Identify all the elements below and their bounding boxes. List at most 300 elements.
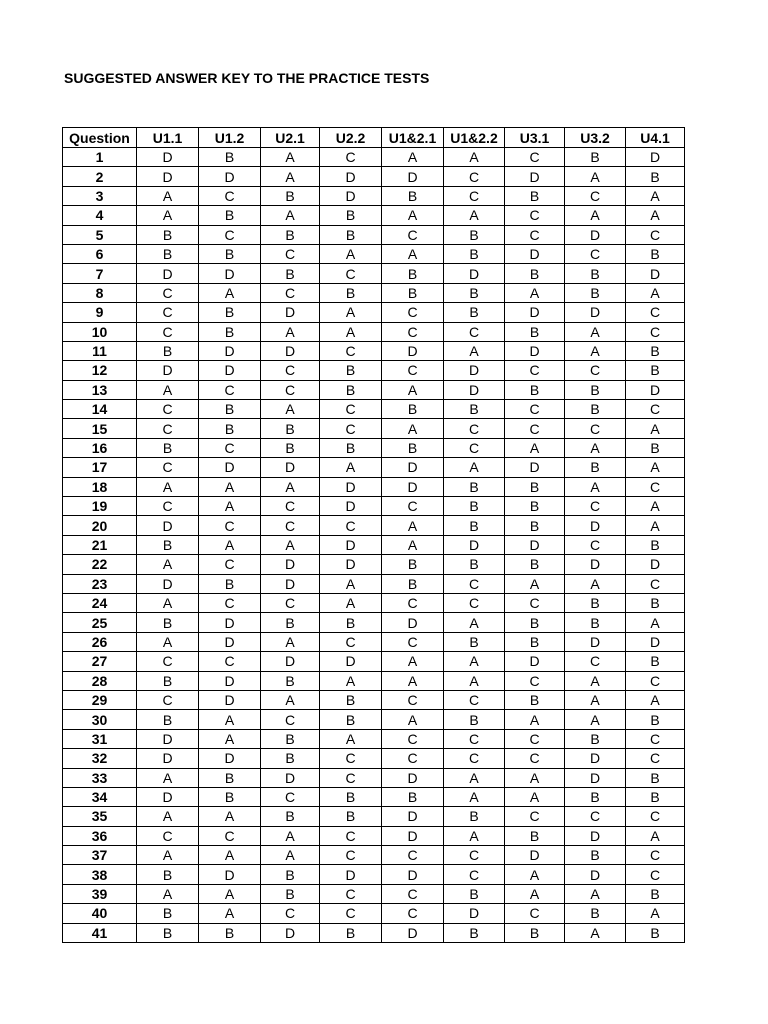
answer-cell: D — [199, 264, 261, 283]
answer-cell: A — [565, 690, 626, 709]
answer-cell: B — [261, 729, 320, 748]
answer-cell: A — [137, 593, 199, 612]
answer-cell: D — [382, 807, 444, 826]
answer-cell: A — [382, 206, 444, 225]
answer-cell: C — [382, 846, 444, 865]
answer-cell: D — [137, 167, 199, 186]
table-row — [63, 477, 685, 496]
answer-cell: B — [505, 690, 565, 709]
answer-cell: A — [261, 477, 320, 496]
answer-cell: B — [137, 865, 199, 884]
question-number-cell: 12 — [63, 361, 137, 380]
answer-cell: D — [320, 652, 382, 671]
answer-cell: A — [320, 303, 382, 322]
answer-cell: B — [320, 225, 382, 244]
table-row — [63, 749, 685, 768]
answer-cell: C — [565, 535, 626, 554]
answer-cell: D — [565, 303, 626, 322]
answer-cell: B — [199, 400, 261, 419]
answer-cell: A — [320, 458, 382, 477]
answer-cell: D — [199, 341, 261, 360]
question-number-cell: 22 — [63, 555, 137, 574]
answer-cell: B — [137, 438, 199, 457]
answer-cell: B — [626, 361, 685, 380]
answer-cell: C — [565, 244, 626, 263]
answer-cell: B — [505, 555, 565, 574]
answer-cell: B — [320, 361, 382, 380]
answer-cell: B — [137, 225, 199, 244]
answer-cell: C — [444, 690, 505, 709]
answer-cell: D — [261, 768, 320, 787]
table-row — [63, 884, 685, 903]
table-row — [63, 303, 685, 322]
answer-cell: A — [382, 535, 444, 554]
answer-cell: A — [382, 671, 444, 690]
table-row — [63, 206, 685, 225]
question-number-cell: 16 — [63, 438, 137, 457]
answer-cell: B — [565, 787, 626, 806]
question-number-cell: 33 — [63, 768, 137, 787]
answer-cell: C — [261, 710, 320, 729]
question-number-cell: 26 — [63, 632, 137, 651]
answer-cell: C — [382, 749, 444, 768]
question-number-cell: 25 — [63, 613, 137, 632]
answer-cell: A — [626, 904, 685, 923]
answer-cell: B — [261, 264, 320, 283]
answer-cell: B — [261, 807, 320, 826]
answer-cell: C — [261, 497, 320, 516]
answer-cell: D — [320, 477, 382, 496]
answer-cell: A — [199, 807, 261, 826]
answer-cell: A — [199, 846, 261, 865]
answer-cell: D — [137, 574, 199, 593]
table-row — [63, 632, 685, 651]
answer-cell: C — [199, 516, 261, 535]
answer-cell: B — [505, 380, 565, 399]
answer-cell: A — [565, 574, 626, 593]
answer-cell: B — [261, 419, 320, 438]
answer-cell: B — [626, 167, 685, 186]
answer-cell: C — [261, 380, 320, 399]
answer-cell: C — [137, 322, 199, 341]
answer-cell: B — [565, 264, 626, 283]
answer-cell: B — [382, 283, 444, 302]
answer-cell: A — [320, 244, 382, 263]
answer-cell: B — [444, 497, 505, 516]
answer-cell: B — [199, 244, 261, 263]
question-number-cell: 11 — [63, 341, 137, 360]
answer-cell: C — [320, 904, 382, 923]
question-number-cell: 3 — [63, 186, 137, 205]
answer-cell: A — [261, 400, 320, 419]
answer-cell: A — [444, 826, 505, 845]
column-header-test: U4.1 — [626, 128, 685, 148]
answer-cell: A — [261, 322, 320, 341]
answer-cell: D — [505, 535, 565, 554]
column-header-test: U3.1 — [505, 128, 565, 148]
answer-cell: D — [505, 244, 565, 263]
answer-cell: B — [505, 322, 565, 341]
answer-cell: A — [444, 206, 505, 225]
question-number-cell: 13 — [63, 380, 137, 399]
question-number-cell: 17 — [63, 458, 137, 477]
answer-cell: C — [320, 516, 382, 535]
answer-cell: D — [626, 555, 685, 574]
answer-cell: D — [505, 652, 565, 671]
answer-cell: B — [382, 400, 444, 419]
answer-cell: A — [565, 322, 626, 341]
answer-cell: A — [261, 632, 320, 651]
question-number-cell: 27 — [63, 652, 137, 671]
answer-cell: D — [382, 613, 444, 632]
answer-cell: A — [199, 477, 261, 496]
answer-cell: C — [505, 593, 565, 612]
answer-cell: C — [320, 632, 382, 651]
answer-cell: C — [261, 283, 320, 302]
answer-cell: B — [505, 923, 565, 942]
answer-cell: D — [199, 671, 261, 690]
answer-cell: B — [261, 225, 320, 244]
answer-cell: C — [444, 574, 505, 593]
answer-cell: A — [626, 458, 685, 477]
answer-cell: D — [320, 865, 382, 884]
answer-cell: C — [444, 419, 505, 438]
question-number-cell: 21 — [63, 535, 137, 554]
table-row — [63, 458, 685, 477]
question-number-cell: 30 — [63, 710, 137, 729]
answer-cell: B — [626, 768, 685, 787]
answer-cell: A — [261, 690, 320, 709]
answer-cell: A — [261, 826, 320, 845]
question-number-cell: 32 — [63, 749, 137, 768]
answer-cell: A — [199, 904, 261, 923]
answer-cell: A — [137, 477, 199, 496]
answer-cell: C — [320, 826, 382, 845]
table-row — [63, 729, 685, 748]
table-row — [63, 574, 685, 593]
answer-cell: A — [444, 613, 505, 632]
answer-cell: C — [320, 884, 382, 903]
table-body — [63, 148, 685, 943]
answer-cell: A — [444, 652, 505, 671]
question-number-cell: 41 — [63, 923, 137, 942]
answer-cell: A — [626, 690, 685, 709]
answer-cell: C — [199, 438, 261, 457]
question-number-cell: 2 — [63, 167, 137, 186]
answer-cell: A — [505, 865, 565, 884]
answer-cell: D — [199, 632, 261, 651]
answer-cell: A — [626, 497, 685, 516]
question-number-cell: 1 — [63, 148, 137, 167]
answer-cell: A — [626, 283, 685, 302]
table-row — [63, 652, 685, 671]
answer-cell: B — [565, 593, 626, 612]
answer-cell: C — [626, 477, 685, 496]
answer-cell: C — [261, 593, 320, 612]
answer-cell: B — [505, 516, 565, 535]
header-row — [63, 128, 685, 148]
answer-cell: D — [382, 768, 444, 787]
answer-cell: D — [565, 865, 626, 884]
table-row — [63, 186, 685, 205]
answer-cell: A — [199, 497, 261, 516]
answer-cell: C — [320, 264, 382, 283]
answer-cell: B — [382, 574, 444, 593]
answer-cell: D — [626, 148, 685, 167]
answer-cell: D — [320, 497, 382, 516]
answer-cell: D — [505, 846, 565, 865]
answer-cell: B — [199, 768, 261, 787]
answer-cell: A — [565, 710, 626, 729]
column-header-test: U1&2.1 — [382, 128, 444, 148]
answer-cell: A — [199, 729, 261, 748]
answer-cell: B — [320, 206, 382, 225]
answer-cell: B — [505, 186, 565, 205]
answer-cell: A — [505, 787, 565, 806]
answer-cell: B — [444, 632, 505, 651]
answer-cell: B — [626, 535, 685, 554]
answer-cell: B — [444, 225, 505, 244]
answer-cell: B — [444, 923, 505, 942]
answer-cell: B — [137, 923, 199, 942]
answer-cell: B — [199, 206, 261, 225]
answer-cell: A — [565, 923, 626, 942]
question-number-cell: 31 — [63, 729, 137, 748]
question-number-cell: 24 — [63, 593, 137, 612]
answer-cell: B — [444, 400, 505, 419]
answer-cell: B — [261, 186, 320, 205]
answer-key-table — [62, 127, 685, 943]
question-number-cell: 36 — [63, 826, 137, 845]
answer-cell: A — [199, 710, 261, 729]
answer-cell: A — [505, 283, 565, 302]
question-number-cell: 34 — [63, 787, 137, 806]
question-number-cell: 9 — [63, 303, 137, 322]
answer-cell: C — [444, 865, 505, 884]
answer-cell: D — [565, 516, 626, 535]
answer-cell: A — [565, 884, 626, 903]
answer-cell: B — [444, 516, 505, 535]
answer-cell: A — [261, 206, 320, 225]
answer-cell: C — [626, 303, 685, 322]
answer-cell: D — [382, 826, 444, 845]
answer-cell: A — [261, 535, 320, 554]
answer-cell: A — [565, 477, 626, 496]
answer-cell: A — [137, 206, 199, 225]
answer-cell: B — [137, 671, 199, 690]
answer-cell: B — [320, 613, 382, 632]
answer-cell: D — [382, 923, 444, 942]
answer-cell: D — [261, 652, 320, 671]
answer-cell: C — [444, 846, 505, 865]
question-number-cell: 8 — [63, 283, 137, 302]
question-number-cell: 28 — [63, 671, 137, 690]
answer-cell: A — [137, 846, 199, 865]
answer-cell: B — [626, 923, 685, 942]
column-header-test: U2.1 — [261, 128, 320, 148]
answer-cell: C — [565, 497, 626, 516]
answer-cell: B — [382, 264, 444, 283]
table-row — [63, 690, 685, 709]
answer-cell: A — [382, 516, 444, 535]
answer-cell: B — [565, 458, 626, 477]
answer-cell: A — [444, 148, 505, 167]
answer-cell: B — [444, 710, 505, 729]
answer-cell: C — [382, 690, 444, 709]
answer-cell: D — [137, 516, 199, 535]
answer-cell: D — [261, 458, 320, 477]
answer-cell: A — [565, 438, 626, 457]
answer-cell: D — [137, 749, 199, 768]
answer-cell: D — [444, 380, 505, 399]
table-row — [63, 283, 685, 302]
question-number-cell: 5 — [63, 225, 137, 244]
answer-cell: C — [505, 419, 565, 438]
answer-cell: C — [444, 186, 505, 205]
answer-cell: C — [565, 807, 626, 826]
answer-cell: C — [382, 303, 444, 322]
answer-cell: B — [626, 341, 685, 360]
answer-cell: B — [444, 555, 505, 574]
answer-cell: B — [261, 884, 320, 903]
table-row — [63, 846, 685, 865]
answer-cell: D — [444, 264, 505, 283]
answer-cell: B — [505, 826, 565, 845]
question-number-cell: 14 — [63, 400, 137, 419]
answer-cell: C — [444, 167, 505, 186]
column-header-question: Question — [63, 128, 137, 148]
answer-cell: D — [382, 477, 444, 496]
answer-cell: B — [261, 438, 320, 457]
answer-cell: A — [444, 671, 505, 690]
answer-cell: D — [199, 690, 261, 709]
answer-cell: C — [505, 225, 565, 244]
answer-cell: C — [382, 904, 444, 923]
answer-cell: A — [626, 186, 685, 205]
answer-cell: B — [565, 846, 626, 865]
answer-cell: B — [261, 613, 320, 632]
table-row — [63, 807, 685, 826]
table-row — [63, 516, 685, 535]
question-number-cell: 23 — [63, 574, 137, 593]
answer-cell: B — [320, 710, 382, 729]
answer-cell: D — [199, 613, 261, 632]
answer-cell: B — [444, 884, 505, 903]
answer-cell: D — [261, 574, 320, 593]
answer-cell: D — [505, 341, 565, 360]
answer-cell: B — [626, 710, 685, 729]
answer-cell: B — [565, 283, 626, 302]
answer-cell: B — [199, 322, 261, 341]
answer-cell: C — [382, 729, 444, 748]
answer-cell: C — [444, 322, 505, 341]
answer-cell: C — [199, 186, 261, 205]
answer-cell: C — [137, 419, 199, 438]
answer-cell: B — [320, 690, 382, 709]
answer-cell: A — [382, 380, 444, 399]
answer-cell: D — [626, 264, 685, 283]
answer-cell: A — [626, 419, 685, 438]
table-row — [63, 593, 685, 612]
answer-cell: C — [626, 671, 685, 690]
answer-cell: C — [137, 652, 199, 671]
table-row — [63, 225, 685, 244]
answer-cell: C — [444, 438, 505, 457]
question-number-cell: 37 — [63, 846, 137, 865]
answer-cell: C — [382, 225, 444, 244]
answer-cell: B — [199, 787, 261, 806]
answer-cell: C — [382, 884, 444, 903]
answer-cell: C — [320, 341, 382, 360]
answer-cell: C — [320, 419, 382, 438]
answer-cell: D — [382, 458, 444, 477]
answer-cell: B — [137, 613, 199, 632]
column-header-test: U1.1 — [137, 128, 199, 148]
answer-cell: A — [626, 516, 685, 535]
answer-cell: B — [626, 884, 685, 903]
answer-cell: B — [199, 419, 261, 438]
question-number-cell: 19 — [63, 497, 137, 516]
answer-cell: B — [565, 613, 626, 632]
table-row — [63, 671, 685, 690]
answer-cell: A — [320, 729, 382, 748]
table-row — [63, 361, 685, 380]
table-row — [63, 148, 685, 167]
answer-cell: B — [565, 400, 626, 419]
answer-cell: D — [505, 458, 565, 477]
answer-cell: A — [137, 768, 199, 787]
answer-cell: B — [137, 535, 199, 554]
table-row — [63, 264, 685, 283]
answer-cell: C — [505, 206, 565, 225]
answer-cell: A — [505, 574, 565, 593]
answer-cell: C — [261, 361, 320, 380]
answer-cell: C — [320, 846, 382, 865]
answer-cell: A — [382, 710, 444, 729]
answer-cell: C — [382, 632, 444, 651]
answer-cell: B — [320, 787, 382, 806]
answer-cell: D — [261, 341, 320, 360]
answer-cell: D — [199, 865, 261, 884]
answer-cell: D — [320, 535, 382, 554]
column-header-test: U2.2 — [320, 128, 382, 148]
answer-cell: C — [505, 749, 565, 768]
answer-cell: A — [199, 884, 261, 903]
answer-cell: D — [261, 555, 320, 574]
answer-cell: B — [199, 303, 261, 322]
answer-cell: B — [626, 652, 685, 671]
answer-cell: C — [137, 826, 199, 845]
answer-cell: C — [320, 148, 382, 167]
answer-cell: C — [505, 807, 565, 826]
answer-cell: D — [626, 380, 685, 399]
answer-cell: B — [505, 613, 565, 632]
answer-cell: A — [320, 322, 382, 341]
answer-cell: B — [199, 148, 261, 167]
answer-cell: D — [626, 632, 685, 651]
table-row — [63, 322, 685, 341]
question-number-cell: 10 — [63, 322, 137, 341]
answer-cell: B — [626, 593, 685, 612]
answer-cell: B — [261, 749, 320, 768]
answer-cell: B — [565, 380, 626, 399]
answer-cell: C — [137, 690, 199, 709]
answer-cell: B — [505, 632, 565, 651]
table-row — [63, 826, 685, 845]
answer-cell: C — [444, 593, 505, 612]
answer-cell: B — [505, 497, 565, 516]
question-number-cell: 39 — [63, 884, 137, 903]
